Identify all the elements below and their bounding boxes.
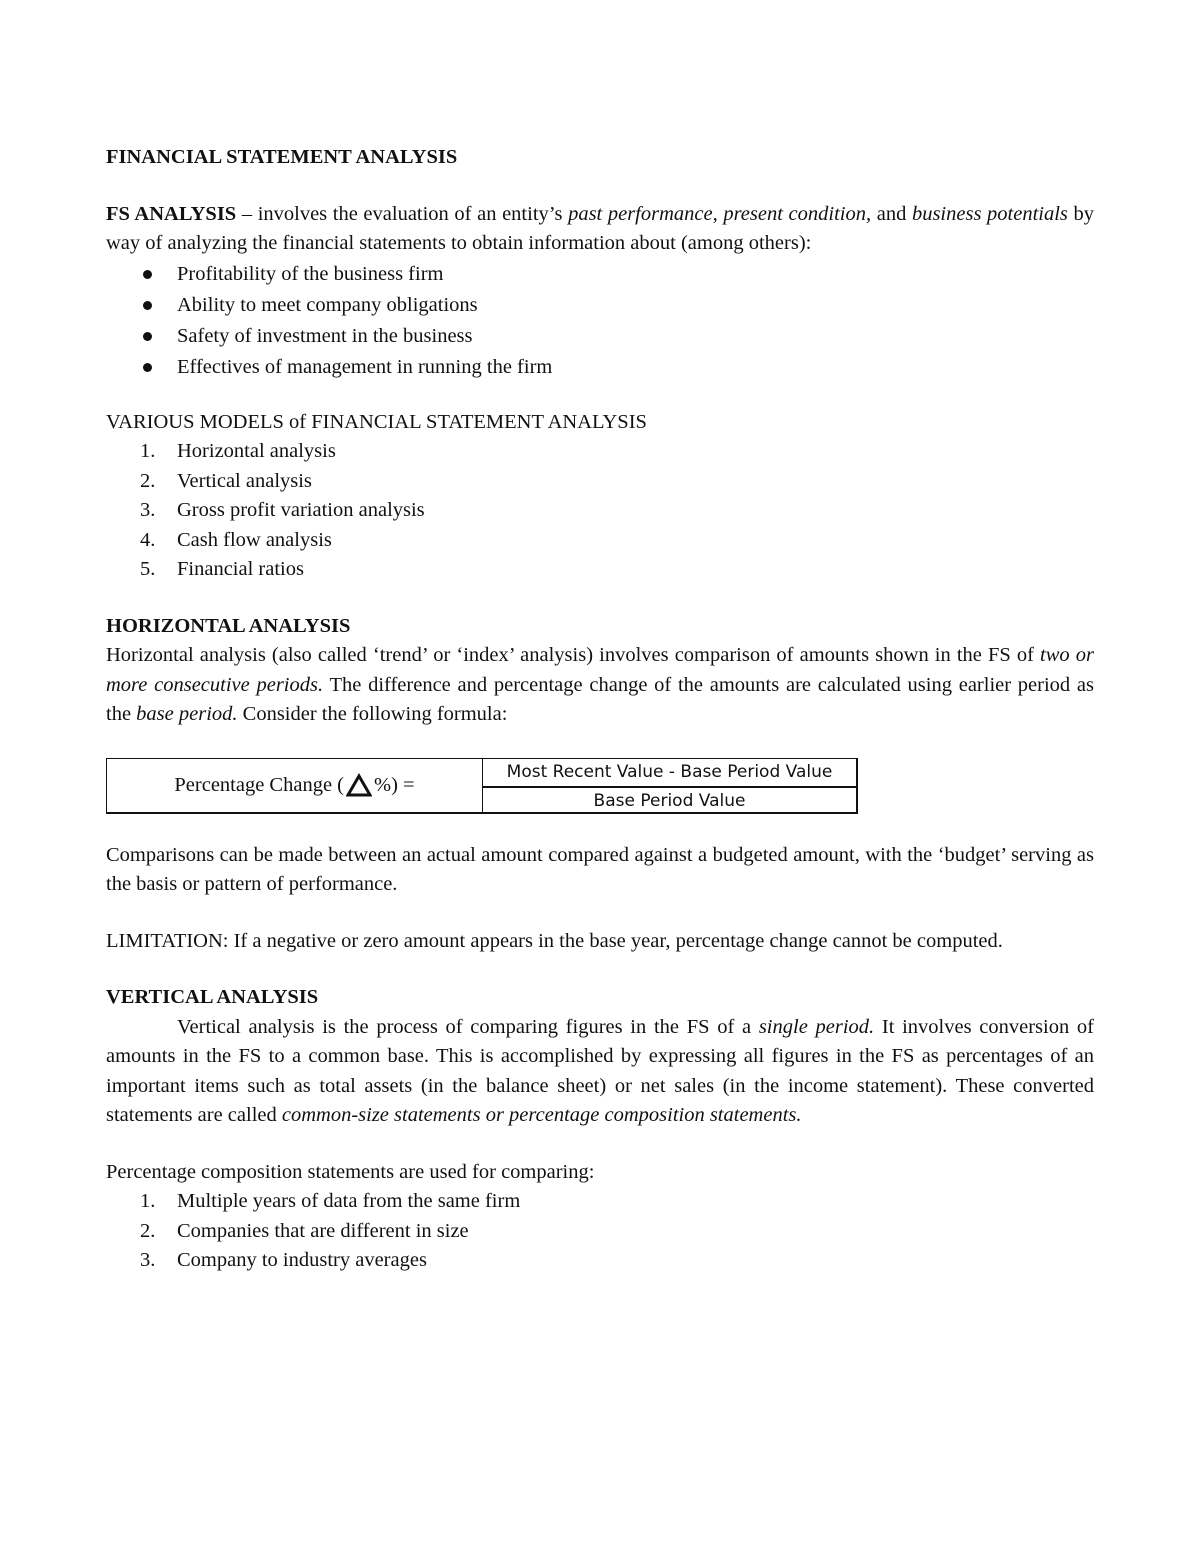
fs-analysis-term: FS ANALYSIS bbox=[106, 202, 237, 225]
list-number: 2. bbox=[140, 469, 156, 492]
bullet-icon bbox=[143, 270, 152, 279]
list-number: 2. bbox=[140, 1219, 156, 1242]
pcs-intro: Percentage composition statements are used for comparing: bbox=[106, 1160, 595, 1183]
list-item bbox=[106, 259, 1094, 290]
list-item-text: Financial ratios bbox=[177, 558, 304, 580]
horizontal-emphasis-1: two or more consecutive periods. bbox=[106, 644, 1094, 696]
list-item-text: Safety of investment in the business bbox=[177, 324, 473, 347]
vertical-text-1: Vertical analysis is the process of comparing figures in the FS of a bbox=[177, 1015, 759, 1038]
horizontal-text-3: Consider the following formula: bbox=[237, 703, 508, 725]
list-number: 5. bbox=[140, 558, 156, 580]
list-item bbox=[106, 1217, 1094, 1247]
fs-analysis-text-2: and bbox=[871, 202, 912, 225]
list-item bbox=[106, 321, 1094, 352]
list-item-text: Gross profit variation analysis bbox=[177, 499, 425, 521]
bullet-icon bbox=[143, 301, 152, 310]
vertical-text-2: It involves conversion of amounts in the FS to a common base. This is accomplished by expressing all figures in the FS as percentages of an important items such as total assets (in the balance sheet) or net sales (in the income statement). These converted statements are called bbox=[106, 1015, 1095, 1126]
spacer bbox=[106, 814, 1094, 841]
spacer bbox=[106, 383, 1094, 408]
list-item-text: Cash flow analysis bbox=[177, 528, 332, 551]
list-item-text: Effectives of management in running the firm bbox=[177, 355, 553, 378]
vertical-heading: VERTICAL ANALYSIS bbox=[106, 986, 319, 1008]
horizontal-text-1: Horizontal analysis (also called ‘trend’ or ‘index’ analysis) involves comparison of amounts shown in the FS of bbox=[106, 644, 1041, 666]
document-page bbox=[106, 143, 1094, 1276]
list-item-text: Multiple years of data from the same firm bbox=[177, 1190, 521, 1212]
fs-analysis-text-3: by way of analyzing the financial statements to obtain information about (among others): bbox=[106, 202, 1095, 254]
list-item-text: Profitability of the business firm bbox=[177, 262, 444, 285]
fs-analysis-emphasis-2: business potentials bbox=[911, 202, 1068, 225]
fs-analysis-emphasis-1: past performance, present condition, bbox=[568, 202, 872, 225]
list-item bbox=[106, 290, 1094, 321]
list-item bbox=[106, 352, 1094, 383]
formula-fraction bbox=[483, 759, 856, 812]
list-item-text: Ability to meet company obligations bbox=[177, 293, 478, 316]
list-number: 3. bbox=[140, 1249, 156, 1271]
models-list bbox=[106, 437, 1094, 585]
list-item-text: Companies that are different in size bbox=[177, 1219, 469, 1242]
list-item bbox=[106, 496, 1094, 526]
spacer bbox=[106, 956, 1094, 983]
list-item bbox=[106, 437, 1094, 467]
list-item bbox=[106, 526, 1094, 556]
models-heading: VARIOUS MODELS of FINANCIAL STATEMENT ANALYSIS bbox=[106, 410, 647, 433]
horizontal-paragraph bbox=[106, 641, 1094, 730]
fs-analysis-paragraph bbox=[106, 200, 1094, 259]
formula-numerator: Most Recent Value - Base Period Value bbox=[483, 759, 856, 788]
horizontal-text-2: The difference and percentage change of the amounts are calculated using earlier period as the bbox=[106, 673, 1094, 725]
formula-label-before: Percentage Change ( bbox=[174, 773, 345, 796]
spacer bbox=[106, 585, 1094, 612]
vertical-emphasis-2: common-size statements or percentage composition statements. bbox=[281, 1104, 802, 1126]
fs-analysis-bullet-list bbox=[106, 259, 1094, 383]
list-item bbox=[106, 1246, 1094, 1276]
dash: – bbox=[236, 202, 258, 225]
pcs-list bbox=[106, 1187, 1094, 1276]
horizontal-heading: HORIZONTAL ANALYSIS bbox=[106, 614, 351, 637]
list-item bbox=[106, 467, 1094, 497]
list-number: 1. bbox=[140, 1190, 156, 1212]
vertical-paragraph bbox=[106, 1013, 1094, 1131]
comparisons-paragraph: Comparisons can be made between an actual amount compared against a budgeted amount, with the ‘budget’ serving as the basis or pattern of performance. bbox=[106, 843, 1094, 895]
spacer bbox=[106, 900, 1094, 927]
fs-analysis-text-1: involves the evaluation of an entity’s bbox=[257, 202, 569, 225]
vertical-emphasis-1: single period. bbox=[758, 1015, 875, 1038]
formula-label bbox=[107, 759, 483, 812]
spacer bbox=[106, 173, 1094, 200]
list-item-text: Vertical analysis bbox=[177, 469, 312, 492]
formula-label-after: %) = bbox=[374, 773, 415, 796]
delta-triangle-icon bbox=[346, 773, 372, 797]
limitation-paragraph: LIMITATION: If a negative or zero amount appears in the base year, percentage change cannot be computed. bbox=[106, 929, 1003, 952]
list-item-text: Company to industry averages bbox=[177, 1249, 427, 1271]
document-title: FINANCIAL STATEMENT ANALYSIS bbox=[106, 146, 458, 168]
list-number: 1. bbox=[140, 440, 156, 462]
list-number: 3. bbox=[140, 499, 156, 521]
bullet-icon bbox=[143, 363, 152, 372]
list-number: 4. bbox=[140, 528, 156, 551]
percentage-change-formula bbox=[106, 758, 858, 814]
formula-denominator: Base Period Value bbox=[593, 791, 746, 811]
bullet-icon bbox=[143, 332, 152, 341]
list-item-text: Horizontal analysis bbox=[177, 440, 336, 462]
list-item bbox=[106, 1187, 1094, 1217]
spacer bbox=[106, 1131, 1094, 1158]
list-item bbox=[106, 555, 1094, 585]
horizontal-emphasis-2: base period. bbox=[136, 703, 238, 725]
